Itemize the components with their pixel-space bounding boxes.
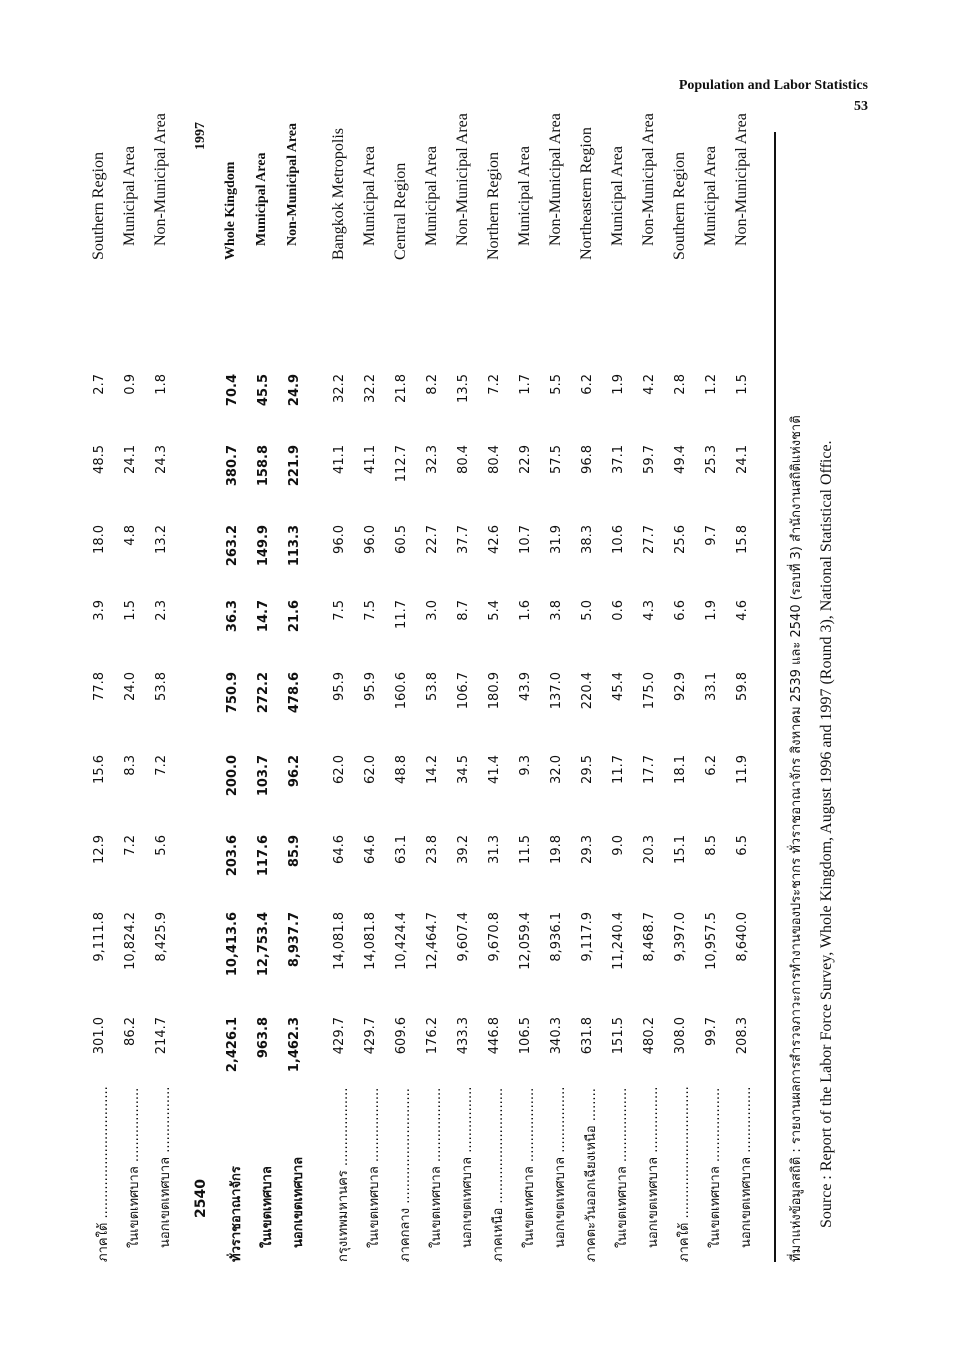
table-cell: 29.3 (580, 835, 595, 864)
row-label-thai: นอกเขตเทศบาล ..... (642, 1087, 663, 1262)
table-cell: 631.8 (580, 1017, 595, 1055)
row-label-thai: ภาคตะวันออกเฉียงเหนือ ..... (580, 1087, 601, 1262)
row-label-english: Southern Region (671, 152, 688, 260)
table-cell: 8.2 (425, 374, 440, 395)
table-cell: 4.3 (642, 600, 657, 621)
row-label-thai: ในเขตเทศบาล ..... (704, 1087, 725, 1262)
table-cell: 25.3 (704, 445, 719, 474)
table-cell: 301.0 (92, 1017, 107, 1055)
table-cell: 6.2 (580, 374, 595, 395)
table-cell: 14,081.8 (363, 912, 378, 970)
table-row (729, 113, 760, 1262)
table-cell: 8,640.0 (735, 912, 750, 962)
table-cell: 106.7 (456, 672, 471, 710)
table-cell: 7.2 (154, 755, 169, 776)
table-cell: 25.6 (673, 525, 688, 554)
table-cell: 18.0 (92, 525, 107, 554)
table-cell: 24.3 (154, 445, 169, 474)
row-label-english: Municipal Area (702, 146, 719, 246)
table-cell: 609.6 (394, 1017, 409, 1055)
table-cell: 41.4 (487, 755, 502, 784)
table-cell: 176.2 (425, 1017, 440, 1055)
table-cell: 31.9 (549, 525, 564, 554)
table-cell: 160.6 (394, 672, 409, 710)
table-cell: 340.3 (549, 1017, 564, 1055)
table-cell: 15.6 (92, 755, 107, 784)
table-bottom-rule (774, 132, 776, 1262)
table-cell: 43.9 (518, 672, 533, 701)
row-label-english: Municipal Area (254, 152, 269, 246)
table-cell: 11,240.4 (611, 912, 626, 970)
table-cell: 14.7 (256, 600, 271, 633)
table-cell: 38.3 (580, 525, 595, 554)
table-cell: 95.9 (363, 672, 378, 701)
row-label-thai: นอกเขตเทศบาล ..... (154, 1087, 175, 1262)
table-cell: 41.1 (363, 445, 378, 474)
table-cell: 14.2 (425, 755, 440, 784)
table-cell: 92.9 (673, 672, 688, 701)
statistics-table (86, 113, 842, 1262)
table-cell: 480.2 (642, 1017, 657, 1055)
row-label-english: Non-Municipal Area (547, 113, 564, 246)
table-cell: 220.4 (580, 672, 595, 710)
table-cell: 33.1 (704, 672, 719, 701)
table-cell: 963.8 (256, 1017, 271, 1059)
table-cell: 10,424.4 (394, 912, 409, 970)
table-cell: 106.5 (518, 1017, 533, 1055)
table-row (667, 132, 698, 1262)
table-cell: 3.0 (425, 600, 440, 621)
table-cell: 12.9 (92, 835, 107, 864)
row-label-english: Municipal Area (516, 146, 533, 246)
table-cell: 49.4 (673, 445, 688, 474)
table-cell: 34.5 (456, 755, 471, 784)
row-label-english: Southern Region (90, 152, 107, 260)
table-cell: 10,824.2 (123, 912, 138, 970)
table-cell: 8,937.7 (287, 912, 302, 968)
table-cell: 1.7 (518, 374, 533, 395)
table-cell: 429.7 (363, 1017, 378, 1055)
table-cell: 24.1 (123, 445, 138, 474)
table-row (605, 132, 636, 1262)
row-label-english: Bangkok Metropolis (330, 128, 347, 260)
table-cell: 70.4 (225, 374, 240, 407)
table-cell: 32.2 (363, 374, 378, 403)
row-label-thai: นอกเขตเทศบาล ..... (735, 1087, 756, 1262)
table-row (86, 132, 117, 1262)
table-cell: 2,426.1 (225, 1017, 240, 1073)
table-cell: 22.9 (518, 445, 533, 474)
table-cell: 6.6 (673, 600, 688, 621)
rotated-table (86, 113, 846, 1262)
table-cell: 175.0 (642, 672, 657, 710)
table-cell: 149.9 (256, 525, 271, 567)
table-cell: 208.3 (735, 1017, 750, 1055)
table-cell: 1.6 (518, 600, 533, 621)
table-cell: 8.3 (123, 755, 138, 776)
table-cell: 8,936.1 (549, 912, 564, 962)
table-cell: 200.0 (225, 755, 240, 797)
row-label-thai: ภาคใต้ ..... (92, 1087, 113, 1262)
source-note-thai: ที่มาแห่งข้อมูลสถิติ : รายงานผลการสำรวจภาวะการทำงานของประชากร ทั่วราชอาณาจักร สิงหาคม 2539 และ 2540 (รอบที่ 3) สำนักงานสถิติแห่งชาติ (789, 415, 804, 1262)
table-cell: 20.3 (642, 835, 657, 864)
table-cell: 3.9 (92, 600, 107, 621)
table-cell: 112.7 (394, 445, 409, 483)
running-header-title: Population and Labor Statistics (678, 78, 868, 93)
table-cell: 60.5 (394, 525, 409, 554)
row-label-english: Non-Municipal Area (733, 113, 750, 246)
row-label-thai: นอกเขตเทศบาล ..... (549, 1087, 570, 1262)
table-cell: 5.0 (580, 600, 595, 621)
table-cell: 4.6 (735, 600, 750, 621)
table-cell: 11.9 (735, 755, 750, 784)
row-label-thai: ในเขตเทศบาล (260, 1166, 275, 1248)
table-cell: 86.2 (123, 1017, 138, 1046)
table-cell: 2.3 (154, 600, 169, 621)
table-cell: 29.5 (580, 755, 595, 784)
section-1997-totals (219, 122, 312, 1262)
table-cell: 63.1 (394, 835, 409, 864)
table-cell: 53.8 (425, 672, 440, 701)
row-label-english: Northern Region (485, 152, 502, 260)
row-label-thai: ในเขตเทศบาล ..... (518, 1087, 539, 1262)
table-row (698, 132, 729, 1262)
table-cell: 433.3 (456, 1017, 471, 1055)
table-cell: 62.0 (363, 755, 378, 784)
table-cell: 7.5 (332, 600, 347, 621)
table-cell: 5.4 (487, 600, 502, 621)
table-cell: 7.5 (363, 600, 378, 621)
table-cell: 24.9 (287, 374, 302, 407)
table-cell: 77.8 (92, 672, 107, 701)
row-label-thai: นอกเขตเทศบาล (291, 1156, 306, 1248)
table-cell: 9,607.4 (456, 912, 471, 962)
page-number: 53 (854, 98, 868, 114)
row-label-english: Whole Kingdom (223, 161, 238, 260)
table-cell: 10,413.6 (225, 912, 240, 977)
table-cell: 18.1 (673, 755, 688, 784)
page-header (679, 78, 868, 116)
row-label-thai: ภาคเหนือ ..... (487, 1087, 508, 1262)
row-label-thai: ในเขตเทศบาล ..... (123, 1087, 144, 1262)
table-cell: 1.5 (735, 374, 750, 395)
table-cell: 15.8 (735, 525, 750, 554)
table-cell: 37.7 (456, 525, 471, 554)
table-cell: 9,111.8 (92, 912, 107, 962)
table-cell: 11.7 (611, 755, 626, 784)
table-cell: 5.6 (154, 835, 169, 856)
table-row (481, 132, 512, 1262)
table-row (574, 127, 605, 1262)
table-cell: 2.7 (92, 374, 107, 395)
row-label-english: Central Region (392, 162, 409, 260)
row-label-thai: ภาคกลาง ..... (394, 1087, 415, 1262)
table-cell: 10,957.5 (704, 912, 719, 970)
row-label-english: Non-Municipal Area (454, 113, 471, 246)
source-note-english: Source : Report of the Labor Force Survey, Whole Kingdom, August 1996 and 1997 (Round 3), National Statistical Office. (818, 440, 835, 1228)
table-cell: 8,425.9 (154, 912, 169, 962)
table-cell: 750.9 (225, 672, 240, 714)
table-cell: 17.7 (642, 755, 657, 784)
table-cell: 45.5 (256, 374, 271, 407)
table-cell: 8.7 (456, 600, 471, 621)
table-cell: 41.1 (332, 445, 347, 474)
table-cell: 32.2 (332, 374, 347, 403)
table-cell: 99.7 (704, 1017, 719, 1046)
table-cell: 1,462.3 (287, 1017, 302, 1073)
table-cell: 24.0 (123, 672, 138, 701)
table-cell: 80.4 (487, 445, 502, 474)
year-row (179, 122, 219, 1262)
year-thai: 2540 (193, 1179, 209, 1218)
table-cell: 11.7 (394, 600, 409, 629)
row-label-english: Municipal Area (609, 146, 626, 246)
table-cell: 9,670.8 (487, 912, 502, 962)
row-label-english: Non-Municipal Area (152, 113, 169, 246)
table-cell: 36.3 (225, 600, 240, 633)
table-cell: 95.9 (332, 672, 347, 701)
table-cell: 203.6 (225, 835, 240, 877)
table-cell: 48.5 (92, 445, 107, 474)
table-row (219, 132, 250, 1262)
table-row (326, 128, 357, 1262)
row-label-english: Municipal Area (121, 146, 138, 246)
table-cell: 158.8 (256, 445, 271, 487)
table-cell: 19.8 (549, 835, 564, 864)
table-row (419, 132, 450, 1262)
table-cell: 4.8 (123, 525, 138, 546)
section-1996-tail (86, 113, 179, 1262)
table-row (117, 132, 148, 1262)
row-label-english: Municipal Area (361, 146, 378, 246)
table-cell: 137.0 (549, 672, 564, 710)
table-row (512, 132, 543, 1262)
table-cell: 7.2 (487, 374, 502, 395)
table-row (357, 132, 388, 1262)
table-cell: 42.6 (487, 525, 502, 554)
table-cell: 27.7 (642, 525, 657, 554)
table-cell: 10.6 (611, 525, 626, 554)
table-cell: 1.2 (704, 374, 719, 395)
section-gap (312, 132, 326, 1262)
table-cell: 6.2 (704, 755, 719, 776)
table-cell: 21.8 (394, 374, 409, 403)
row-label-thai: ในเขตเทศบาล ..... (425, 1087, 446, 1262)
row-label-english: Non-Municipal Area (285, 122, 300, 246)
table-cell: 57.5 (549, 445, 564, 474)
table-row (636, 113, 667, 1262)
table-cell: 22.7 (425, 525, 440, 554)
source-notes (782, 132, 842, 1262)
table-cell: 7.2 (123, 835, 138, 856)
table-cell: 45.4 (611, 672, 626, 701)
row-label-english: Northeastern Region (578, 127, 595, 260)
table-cell: 9.0 (611, 835, 626, 856)
table-cell: 0.6 (611, 600, 626, 621)
table-cell: 96.0 (363, 525, 378, 554)
table-cell: 103.7 (256, 755, 271, 797)
table-cell: 221.9 (287, 445, 302, 487)
table-row (250, 132, 281, 1262)
table-cell: 6.5 (735, 835, 750, 856)
table-cell: 1.9 (704, 600, 719, 621)
table-row (450, 113, 481, 1262)
table-cell: 2.8 (673, 374, 688, 395)
table-row (148, 113, 179, 1262)
table-cell: 429.7 (332, 1017, 347, 1055)
table-cell: 12,464.7 (425, 912, 440, 970)
table-cell: 59.7 (642, 445, 657, 474)
row-label-thai: ในเขตเทศบาล ..... (611, 1087, 632, 1262)
table-cell: 9,117.9 (580, 912, 595, 962)
table-cell: 9,397.0 (673, 912, 688, 962)
table-cell: 151.5 (611, 1017, 626, 1055)
table-cell: 31.3 (487, 835, 502, 864)
table-row (281, 122, 312, 1262)
table-cell: 37.1 (611, 445, 626, 474)
table-cell: 9.7 (704, 525, 719, 546)
table-cell: 64.6 (332, 835, 347, 864)
table-cell: 24.1 (735, 445, 750, 474)
table-cell: 96.2 (287, 755, 302, 788)
row-label-thai: ในเขตเทศบาล ..... (363, 1087, 384, 1262)
table-cell: 263.2 (225, 525, 240, 567)
table-cell: 48.8 (394, 755, 409, 784)
table-cell: 8,468.7 (642, 912, 657, 962)
row-label-english: Non-Municipal Area (640, 113, 657, 246)
table-cell: 113.3 (287, 525, 302, 567)
table-cell: 62.0 (332, 755, 347, 784)
table-cell: 13.5 (456, 374, 471, 403)
table-cell: 13.2 (154, 525, 169, 554)
table-cell: 478.6 (287, 672, 302, 714)
table-cell: 64.6 (363, 835, 378, 864)
table-cell: 23.8 (425, 835, 440, 864)
row-label-thai: นอกเขตเทศบาล ..... (456, 1087, 477, 1262)
row-label-thai: ภาคใต้ ..... (673, 1087, 694, 1262)
table-cell: 380.7 (225, 445, 240, 487)
table-cell: 12,753.4 (256, 912, 271, 977)
section-1997-regions (326, 113, 760, 1262)
table-cell: 180.9 (487, 672, 502, 710)
table-cell: 53.8 (154, 672, 169, 701)
table-cell: 39.2 (456, 835, 471, 864)
table-cell: 1.8 (154, 374, 169, 395)
table-cell: 14,081.8 (332, 912, 347, 970)
table-cell: 21.6 (287, 600, 302, 633)
table-cell: 12,059.4 (518, 912, 533, 970)
table-cell: 32.0 (549, 755, 564, 784)
table-cell: 85.9 (287, 835, 302, 868)
row-label-thai: ทั่วราชอาณาจักร (229, 1166, 244, 1262)
table-row (543, 113, 574, 1262)
year-english: 1997 (193, 122, 208, 150)
table-cell: 214.7 (154, 1017, 169, 1055)
row-label-english: Municipal Area (423, 146, 440, 246)
table-cell: 59.8 (735, 672, 750, 701)
table-row (388, 132, 419, 1262)
table-cell: 96.0 (332, 525, 347, 554)
table-cell: 8.5 (704, 835, 719, 856)
table-cell: 117.6 (256, 835, 271, 877)
table-cell: 80.4 (456, 445, 471, 474)
table-cell: 10.7 (518, 525, 533, 554)
table-cell: 9.3 (518, 755, 533, 776)
row-label-thai: กรุงเทพมหานคร ..... (332, 1087, 353, 1262)
table-cell: 308.0 (673, 1017, 688, 1055)
table-cell: 0.9 (123, 374, 138, 395)
table-cell: 1.9 (611, 374, 626, 395)
table-cell: 5.5 (549, 374, 564, 395)
table-cell: 4.2 (642, 374, 657, 395)
table-cell: 446.8 (487, 1017, 502, 1055)
table-cell: 3.8 (549, 600, 564, 621)
table-cell: 1.5 (123, 600, 138, 621)
table-cell: 272.2 (256, 672, 271, 714)
table-cell: 96.8 (580, 445, 595, 474)
table-cell: 32.3 (425, 445, 440, 474)
table-cell: 15.1 (673, 835, 688, 864)
table-cell: 11.5 (518, 835, 533, 864)
